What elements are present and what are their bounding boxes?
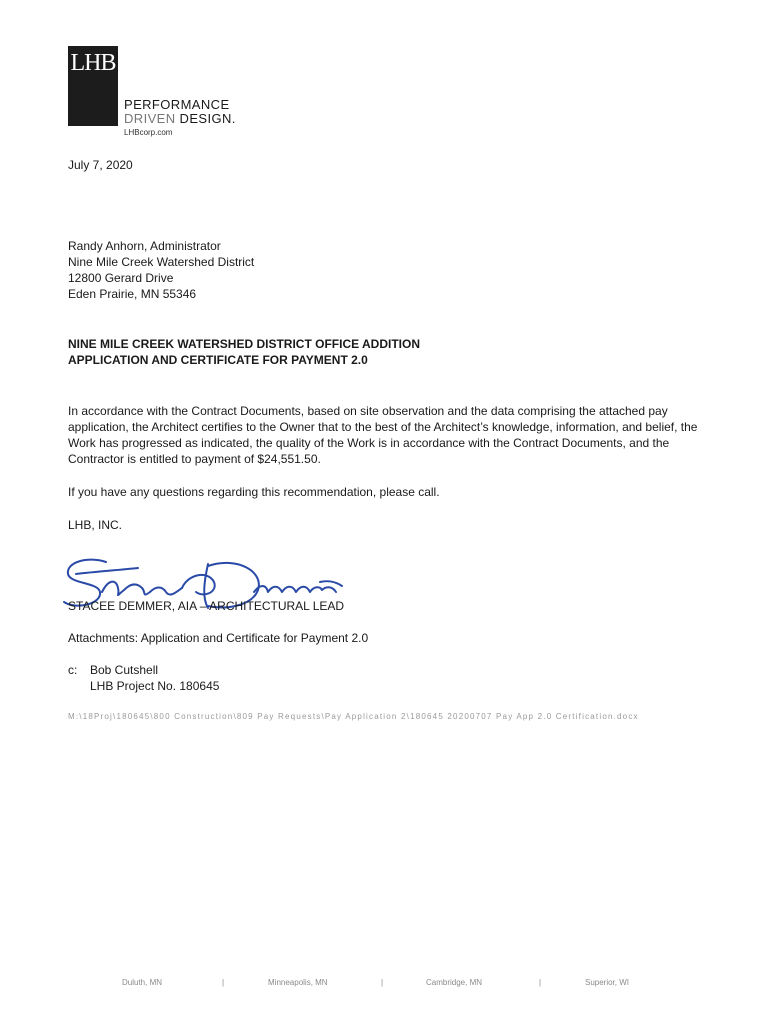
footer-separator: |: [381, 978, 384, 987]
logo-tagline: [124, 98, 236, 126]
footer-location-superior: Superior, WI: [585, 978, 630, 987]
footer-location-cambridge: Cambridge, MN: [426, 978, 483, 987]
signer-name-title: STACEE DEMMER, AIA – ARCHITECTURAL LEAD: [68, 599, 345, 613]
tagline-line2: [124, 112, 236, 126]
footer-locations: [0, 978, 770, 992]
cc-list: [90, 662, 219, 694]
attachments-line: Attachments: Application and Certificate for Payment 2.0: [68, 631, 369, 645]
tagline-design: DESIGN.: [175, 111, 236, 126]
subject-line1: NINE MILE CREEK WATERSHED DISTRICT OFFICE ADDITION: [68, 337, 421, 351]
recipient-name: Randy Anhorn, Administrator: [68, 239, 221, 253]
recipient-city: Eden Prairie, MN 55346: [68, 287, 197, 301]
recipient-organization: Nine Mile Creek Watershed District: [68, 255, 255, 269]
recipient-address: [68, 238, 254, 302]
letter-body: In accordance with the Contract Documents, based on site observation and the data comprising the attached pay application, the Architect certifies to the Owner that to the best of the Architect’s knowledge, information, and belief, the Work has progressed as indicated, the quality of the Work is in accordance with the Contract Documents, and the Contractor is entitled to payment of $24,551.50.: [68, 404, 698, 466]
lhb-logo: [68, 46, 118, 126]
footer-location-minneapolis: Minneapolis, MN: [268, 978, 328, 987]
footer-separator: |: [539, 978, 542, 987]
cc-recipient: Bob Cutshell: [90, 663, 159, 677]
logo-mark: LHB: [70, 50, 116, 76]
recipient-street: 12800 Gerard Drive: [68, 271, 174, 285]
questions-line: If you have any questions regarding this recommendation, please call.: [68, 485, 440, 499]
cc-label: c:: [68, 663, 78, 677]
logo-website: LHBcorp.com: [124, 128, 173, 137]
letter-date: July 7, 2020: [68, 158, 133, 172]
cc-project-number: LHB Project No. 180645: [90, 679, 220, 693]
tagline-driven: DRIVEN: [124, 111, 176, 126]
footer-location-duluth: Duluth, MN: [122, 978, 163, 987]
firm-name: LHB, INC.: [68, 518, 123, 532]
footer-separator: |: [222, 978, 225, 987]
letter-subject: [68, 336, 420, 368]
subject-line2: APPLICATION AND CERTIFICATE FOR PAYMENT 2.0: [68, 353, 368, 367]
file-path: M:\18Proj\180645\800 Construction\809 Pay Requests\Pay Application 2\180645 20200707 Pay App 2.0 Certification.docx: [68, 712, 639, 721]
tagline-line1: PERFORMANCE: [124, 97, 230, 112]
